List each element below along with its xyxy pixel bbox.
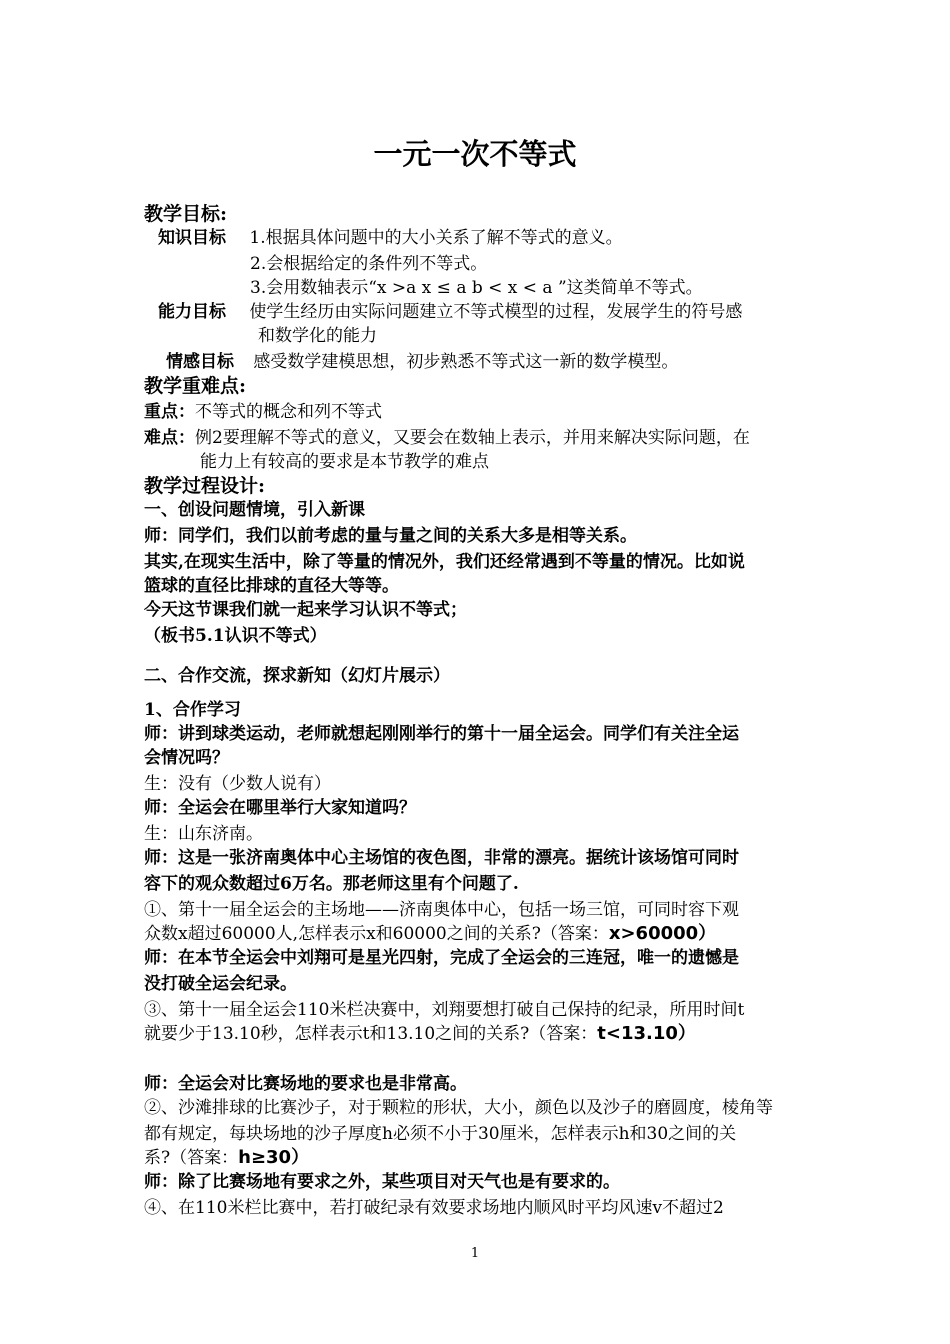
answer-text: x>60000） <box>608 923 717 944</box>
paragraph-line: 其实,在现实生活中，除了等量的情况外，我们还经常遇到不等量的情况。比如说 <box>144 552 745 572</box>
answer-text: t<13.10） <box>597 1023 696 1044</box>
emotion-label: 情感目标 <box>166 352 234 372</box>
question-text: 众数x超过60000人,怎样表示x和60000之间的关系?（答案： <box>144 924 609 944</box>
page-title: 一元一次不等式 <box>373 137 577 171</box>
question-line: ④、在110米栏比赛中，若打破纪录有效要求场地内顺风时平均风速v不超过2 <box>144 1198 724 1218</box>
question-line: ①、第十一届全运会的主场地——济南奥体中心，包括一场三馆，可同时容下观 <box>144 900 739 920</box>
teacher-line: 容下的观众数超过6万名。那老师这里有个问题了. <box>144 874 519 894</box>
teacher-line: 师：全运会在哪里举行大家知道吗？ <box>144 798 416 818</box>
paragraph-line: 篮球的直径比排球的直径大等等。 <box>144 576 399 596</box>
ability-label: 能力目标 <box>158 302 226 322</box>
objectives-heading: 教学目标: <box>144 203 228 225</box>
teacher-line: 师：除了比赛场地有要求之外，某些项目对天气也是有要求的。 <box>144 1172 620 1192</box>
process-heading: 教学过程设计: <box>144 475 266 497</box>
emotion-text: 感受数学建模思想，初步熟悉不等式这一新的数学模型。 <box>253 352 679 372</box>
teacher-line: 师：讲到球类运动，老师就想起刚刚举行的第十一届全运会。同学们有关注全运 <box>144 724 739 744</box>
knowledge-item-2: 2.会根据给定的条件列不等式。 <box>250 254 488 274</box>
question-line <box>144 1146 814 1170</box>
emotion-objective <box>166 350 814 374</box>
question-line: ③、第十一届全运会110米栏决赛中，刘翔要想打破自己保持的纪录，所用时间t <box>144 1000 745 1020</box>
subsection-title: 1、合作学习 <box>144 700 241 720</box>
teacher-line: 师：这是一张济南奥体中心主场馆的夜色图，非常的漂亮。据统计该场馆可同时 <box>144 848 739 868</box>
question-line <box>144 1022 814 1046</box>
question-line <box>144 922 814 946</box>
knowledge-label: 知识目标 <box>158 228 226 248</box>
difficult-text-1: 例2要理解不等式的意义，又要会在数轴上表示，并用来解决实际问题，在 <box>195 428 750 448</box>
question-line: ②、沙滩排球的比赛沙子，对于颗粒的形状，大小，颜色以及沙子的磨圆度，棱角等 <box>144 1098 773 1118</box>
knowledge-item-1: 1.根据具体问题中的大小关系了解不等式的意义。 <box>249 228 623 248</box>
ability-text-2: 和数学化的能力 <box>258 326 377 346</box>
student-line: 生：没有（少数人说有） <box>144 774 331 794</box>
teacher-line: 没打破全运会纪录。 <box>144 974 297 994</box>
difficult-point <box>144 426 814 450</box>
knowledge-objective <box>158 226 814 250</box>
key-label: 重点： <box>144 402 195 422</box>
teacher-line: 师：同学们，我们以前考虑的量与量之间的关系大多是相等关系。 <box>144 526 637 546</box>
question-text: 系?（答案： <box>144 1148 239 1168</box>
question-line: 都有规定，每块场地的沙子厚度h必须不小于30厘米，怎样表示h和30之间的关 <box>144 1124 737 1144</box>
key-point <box>144 400 814 424</box>
teacher-line: 师：全运会对比赛场地的要求也是非常高。 <box>144 1074 467 1094</box>
teacher-line: 会情况吗？ <box>144 748 229 768</box>
section-2-title: 二、合作交流，探求新知（幻灯片展示） <box>144 666 450 686</box>
ability-text-1: 使学生经历由实际问题建立不等式模型的过程，发展学生的符号感 <box>249 302 743 322</box>
page-number: 1 <box>470 1246 480 1261</box>
difficult-label: 难点： <box>144 428 195 448</box>
key-text: 不等式的概念和列不等式 <box>195 402 382 422</box>
blackboard-note: （板书5.1认识不等式） <box>144 626 327 646</box>
student-line: 生：山东济南。 <box>144 824 263 844</box>
knowledge-item-3: 3.会用数轴表示“x >a x ≤ a b < x < a ”这类简单不等式。 <box>250 278 703 298</box>
teacher-line: 师：在本节全运会中刘翔可是星光四射，完成了全运会的三连冠，唯一的遗憾是 <box>144 948 739 968</box>
section-1-title: 一、创设问题情境，引入新课 <box>144 500 365 520</box>
difficult-text-2: 能力上有较高的要求是本节教学的难点 <box>200 452 489 472</box>
paragraph-line: 今天这节课我们就一起来学习认识不等式； <box>144 600 467 620</box>
question-text: 就要少于13.10秒，怎样表示t和13.10之间的关系?（答案： <box>144 1024 598 1044</box>
keypoints-heading: 教学重难点: <box>144 375 247 397</box>
answer-text: h≥30） <box>238 1147 310 1168</box>
ability-objective <box>158 300 814 324</box>
